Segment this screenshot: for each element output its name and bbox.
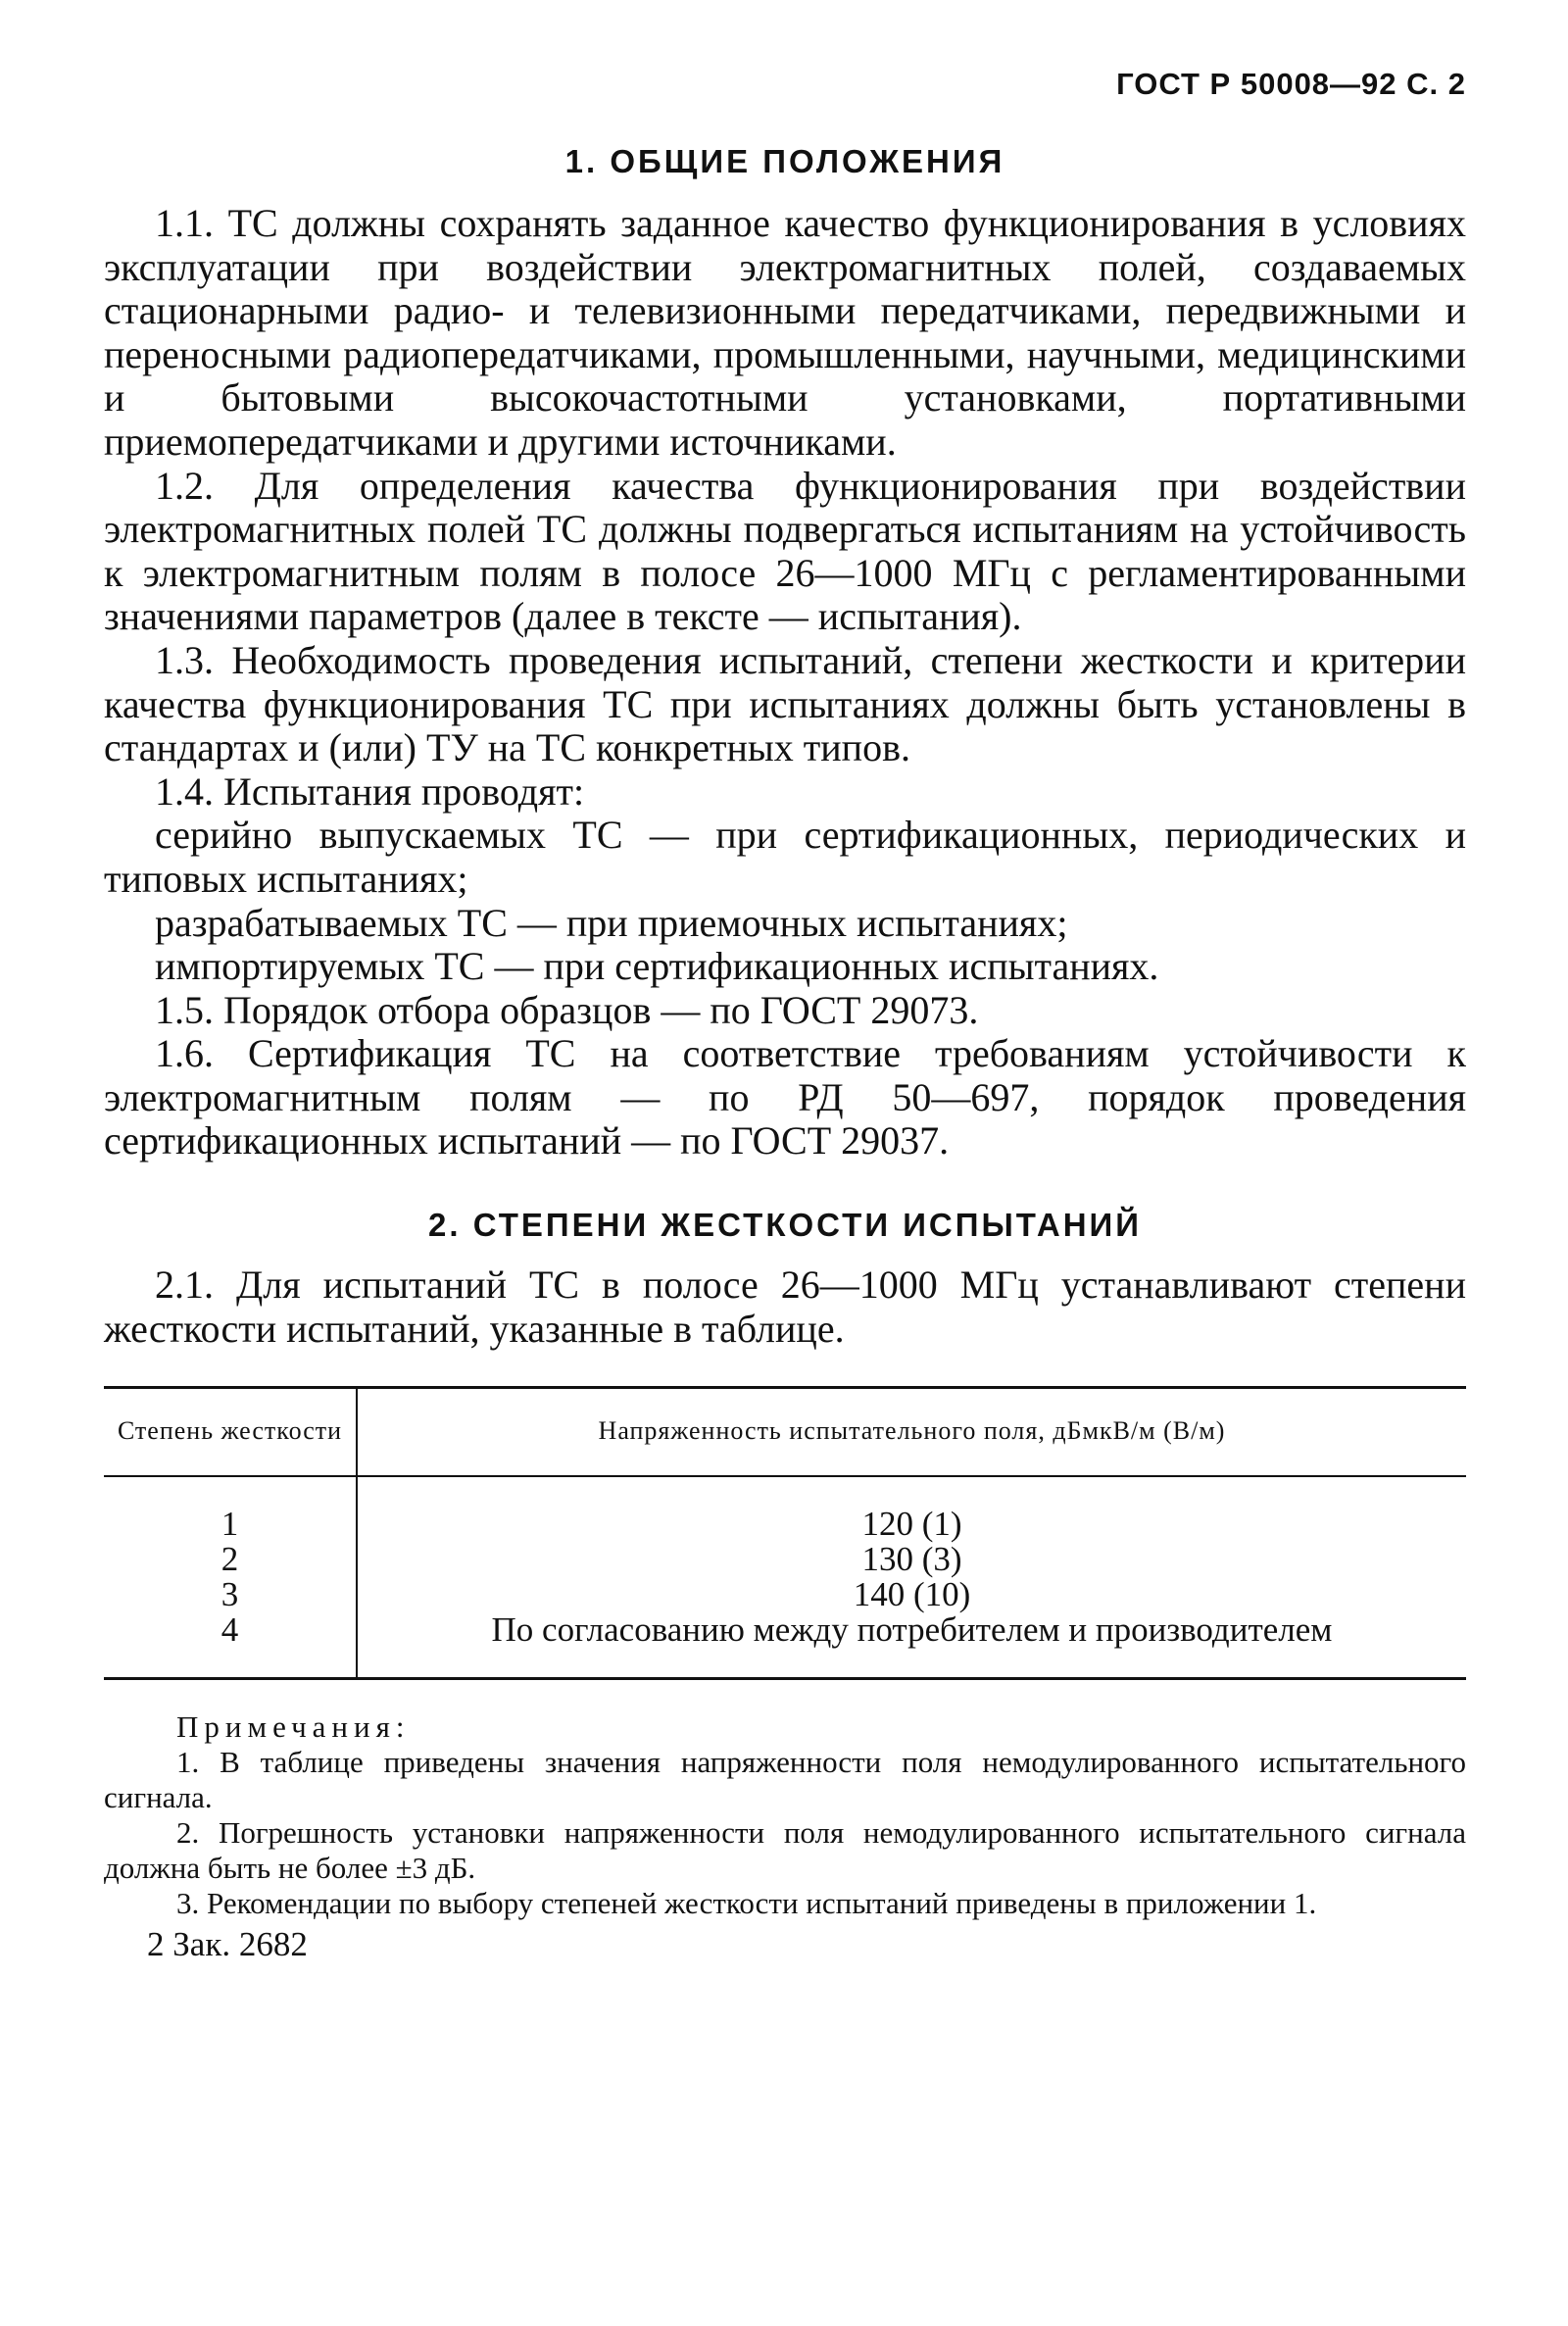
note-item: 3. Рекомендации по выбору степеней жесткости испытаний приведены в приложении 1. [176,1886,1317,1921]
table-header-severity: Степень жесткости [104,1388,357,1477]
table-row [104,1476,1466,1679]
paragraph-1-4-item-2: разрабатываемых ТС — при приемочных испытаниях; [155,900,1068,945]
table-cell-strength: По согласованию между потребителем и производителем [491,1610,1333,1650]
table-header-field-strength: Напряженность испытательного поля, дБмкВ/м (В/м) [357,1388,1466,1477]
paragraph-1-4: 1.4. Испытания проводят: [155,768,585,814]
paragraph-1-4-item-1: серийно выпускаемых ТС — при сертификационных, периодических и типовых испытаниях; [104,813,1466,901]
severity-table [104,1386,1466,1680]
notes-title: Примечания: [176,1709,411,1745]
paragraph-1-1: 1.1. ТС должны сохранять заданное качество функционирования в условиях эксплуатации при воздействии электромагнитных полей, создаваемых стационарными радио- и телевизионными передатчиками, передвижными и переносными радиопередатчиками, промышленными, научными, медицинскими и бытовыми высокочастотными установками, портативными приемопередатчиками и другими источниками. [104,201,1466,464]
paragraph-1-5: 1.5. Порядок отбора образцов — по ГОСТ 29073. [155,987,979,1032]
section-2-title: 2. СТЕПЕНИ ЖЕСТКОСТИ ИСПЫТАНИЙ [428,1207,1142,1244]
table-cell-strength: 130 (3) [861,1540,962,1579]
footer-order-number: 2 Зак. 2682 [147,1925,308,1964]
table-cell-severity: 2 [220,1540,239,1579]
table-cell-severity: 4 [220,1610,239,1650]
table-cell-strength: 120 (1) [861,1505,962,1544]
section-1-title: 1. ОБЩИЕ ПОЛОЖЕНИЯ [564,143,1005,179]
table-header-row [104,1388,1466,1477]
table-cell-field-strengths [357,1476,1466,1679]
table-cell-severity: 1 [220,1505,239,1544]
paragraph-2-1: 2.1. Для испытаний ТС в полосе 26—1000 МГц устанавливают степени жесткости испытаний, указанные в таблице. [104,1262,1466,1351]
paragraph-1-4-item-3: импортируемых ТС — при сертификационных испытаниях. [155,944,1159,989]
notes-block [104,1709,1466,1921]
paragraph-1-6: 1.6. Сертификация ТС на соответствие требованиям устойчивости к электромагнитным полям — по РД 50—697, порядок проведения сертификационных испытаний — по ГОСТ 29037. [104,1031,1466,1163]
page-header: ГОСТ Р 50008—92 С. 2 [1116,67,1466,101]
note-item: 1. В таблице приведены значения напряженности поля немодулированного испытательного сигнала. [104,1745,1466,1815]
table-cell-strength: 140 (10) [853,1575,971,1614]
table-cell-severity-levels [104,1476,357,1679]
paragraph-1-2: 1.2. Для определения качества функционирования при воздействии электромагнитных полей ТС должны подвергаться испытаниям на устойчивость к электромагнитным полям в полосе 26—1000 МГц с регламентированными значениями параметров (далее в тексте — испытания). [104,463,1466,639]
paragraph-1-3: 1.3. Необходимость проведения испытаний, степени жесткости и критерии качества функционирования ТС при испытаниях должны быть установлены в стандартах и (или) ТУ на ТС конкретных типов. [104,637,1466,770]
note-item: 2. Погрешность установки напряженности поля немодулированного испытательного сигнала должна быть не более ±3 дБ. [104,1815,1466,1886]
document-page [104,59,1466,1964]
table-cell-severity: 3 [220,1575,239,1614]
